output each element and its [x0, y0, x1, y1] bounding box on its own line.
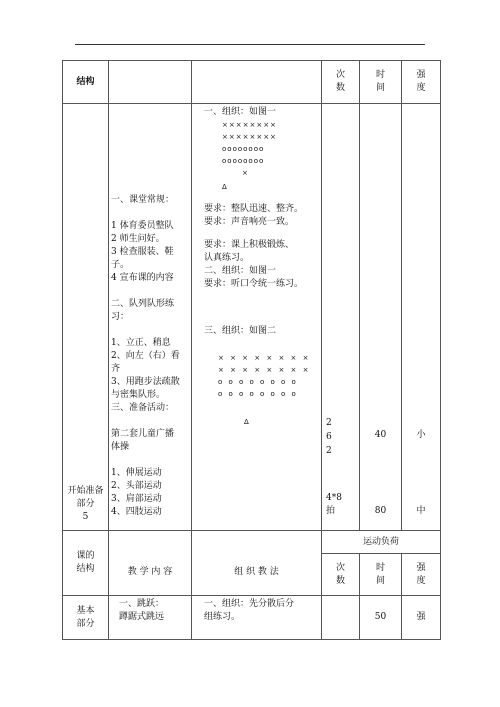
org-requirement: 要求：课上积极锻炼、	[204, 240, 295, 250]
fig1-row: ××××××××	[222, 121, 277, 129]
content-line	[111, 207, 189, 220]
warmup-part-label: 开始准备 部分 5	[63, 104, 109, 531]
content-line: 与密集队形。	[111, 390, 166, 400]
content-line: 习：	[111, 312, 130, 322]
warmup-time	[360, 104, 402, 531]
lesson-plan-table	[62, 60, 441, 640]
load-header-title: 运动负荷	[322, 531, 441, 554]
load-header-row	[63, 531, 441, 554]
org3-title: 三、组织：如图二	[204, 326, 277, 336]
fig1-row: ×	[242, 169, 249, 177]
header-row	[63, 61, 441, 104]
fig1-row: oooooooo	[222, 157, 265, 165]
org-requirement: 认真练习。	[204, 253, 250, 263]
load-header-method: 组 织 教 法	[192, 531, 322, 596]
fig2-row: × × × × × × × ×	[218, 366, 311, 374]
header-time: 时 间	[360, 61, 402, 104]
load-header-time: 时 间	[360, 554, 402, 596]
content-line: 1 体育委员整队	[111, 221, 174, 231]
header-blank-content	[109, 61, 192, 104]
warmup-organization	[192, 104, 322, 531]
fig2-row: o o o o o o o o	[218, 378, 298, 386]
content-line: 1、立正、稍息	[111, 338, 171, 348]
org2-title: 二、组织：如图一	[204, 266, 277, 276]
content-line	[111, 454, 189, 467]
warmup-intensity	[402, 104, 441, 531]
org-requirement: 要求：声音响亮一致。	[204, 217, 295, 227]
basic-part-label: 基本 部分	[63, 596, 109, 640]
basic-time: 50	[360, 596, 402, 640]
content-line: 1、伸展运动	[111, 468, 162, 478]
basic-method: 一、组织：先分散后分 组练习。	[192, 596, 322, 640]
count-value-2: 4*8 拍	[326, 493, 342, 516]
basic-count	[322, 596, 360, 640]
basic-intensity: 强	[402, 596, 441, 640]
formation-figure-1	[204, 119, 319, 193]
time-value-2: 80	[374, 506, 387, 516]
content-line: 体操	[111, 442, 130, 452]
warmup-content-list	[111, 194, 189, 519]
fig1-teacher-mark: Δ	[222, 183, 228, 191]
warmup-row	[63, 104, 441, 531]
content-line	[111, 285, 189, 298]
fig1-row: ××××××××	[222, 133, 277, 141]
content-line: 一、课堂常规：	[111, 195, 175, 205]
org-requirement: 要求：听口令统一练习。	[204, 279, 304, 289]
content-line: 三、准备活动：	[111, 403, 175, 413]
top-rule	[75, 44, 425, 45]
content-line	[111, 415, 189, 428]
load-header-intensity: 强 度	[402, 554, 441, 596]
content-line: 2、头部运动	[111, 481, 162, 491]
content-line: 2、向左（右）看	[111, 351, 180, 361]
header-structure: 结构	[63, 61, 109, 104]
load-header-content: 教 学 内 容	[109, 531, 192, 596]
content-line: 第二套儿童广播	[111, 429, 175, 439]
content-line: 3、用跑步法疏散	[111, 377, 180, 387]
content-line: 3、肩部运动	[111, 494, 162, 504]
header-intensity: 强 度	[402, 61, 441, 104]
basic-part-row	[63, 596, 441, 640]
load-header-structure: 课的 结构	[63, 531, 109, 596]
content-line: 2 师生问好。	[111, 234, 165, 244]
intensity-value-1: 小	[416, 430, 426, 440]
warmup-content	[109, 104, 192, 531]
org1-title: 一、组织：如图一	[204, 107, 277, 117]
fig1-row: oooooooo	[222, 145, 265, 153]
fig2-row: × × × × × × × ×	[218, 354, 311, 362]
formation-figure-2	[204, 352, 319, 428]
basic-content: 一、跳跃： 蹲踞式跳远	[109, 596, 192, 640]
org-requirement: 要求：整队迅速、整齐。	[204, 204, 304, 214]
content-line	[111, 324, 189, 337]
content-line: 二、队列队形练	[111, 299, 175, 309]
header-blank-method	[192, 61, 322, 104]
content-line: 4 宣布课的内容	[111, 273, 174, 283]
warmup-count	[322, 104, 360, 531]
count-value-1: 2 6 2	[326, 418, 332, 456]
time-value-1: 40	[374, 430, 387, 440]
content-line: 齐	[111, 364, 121, 374]
header-count: 次 数	[322, 61, 360, 104]
fig2-row: o o o o o o o o	[218, 390, 298, 398]
content-line: 3 检查服装、鞋子。	[111, 247, 174, 270]
fig2-teacher-mark: Δ	[244, 418, 251, 426]
intensity-value-2: 中	[416, 506, 426, 516]
content-line: 4、四肢运动	[111, 507, 162, 517]
load-header-count: 次 数	[322, 554, 360, 596]
